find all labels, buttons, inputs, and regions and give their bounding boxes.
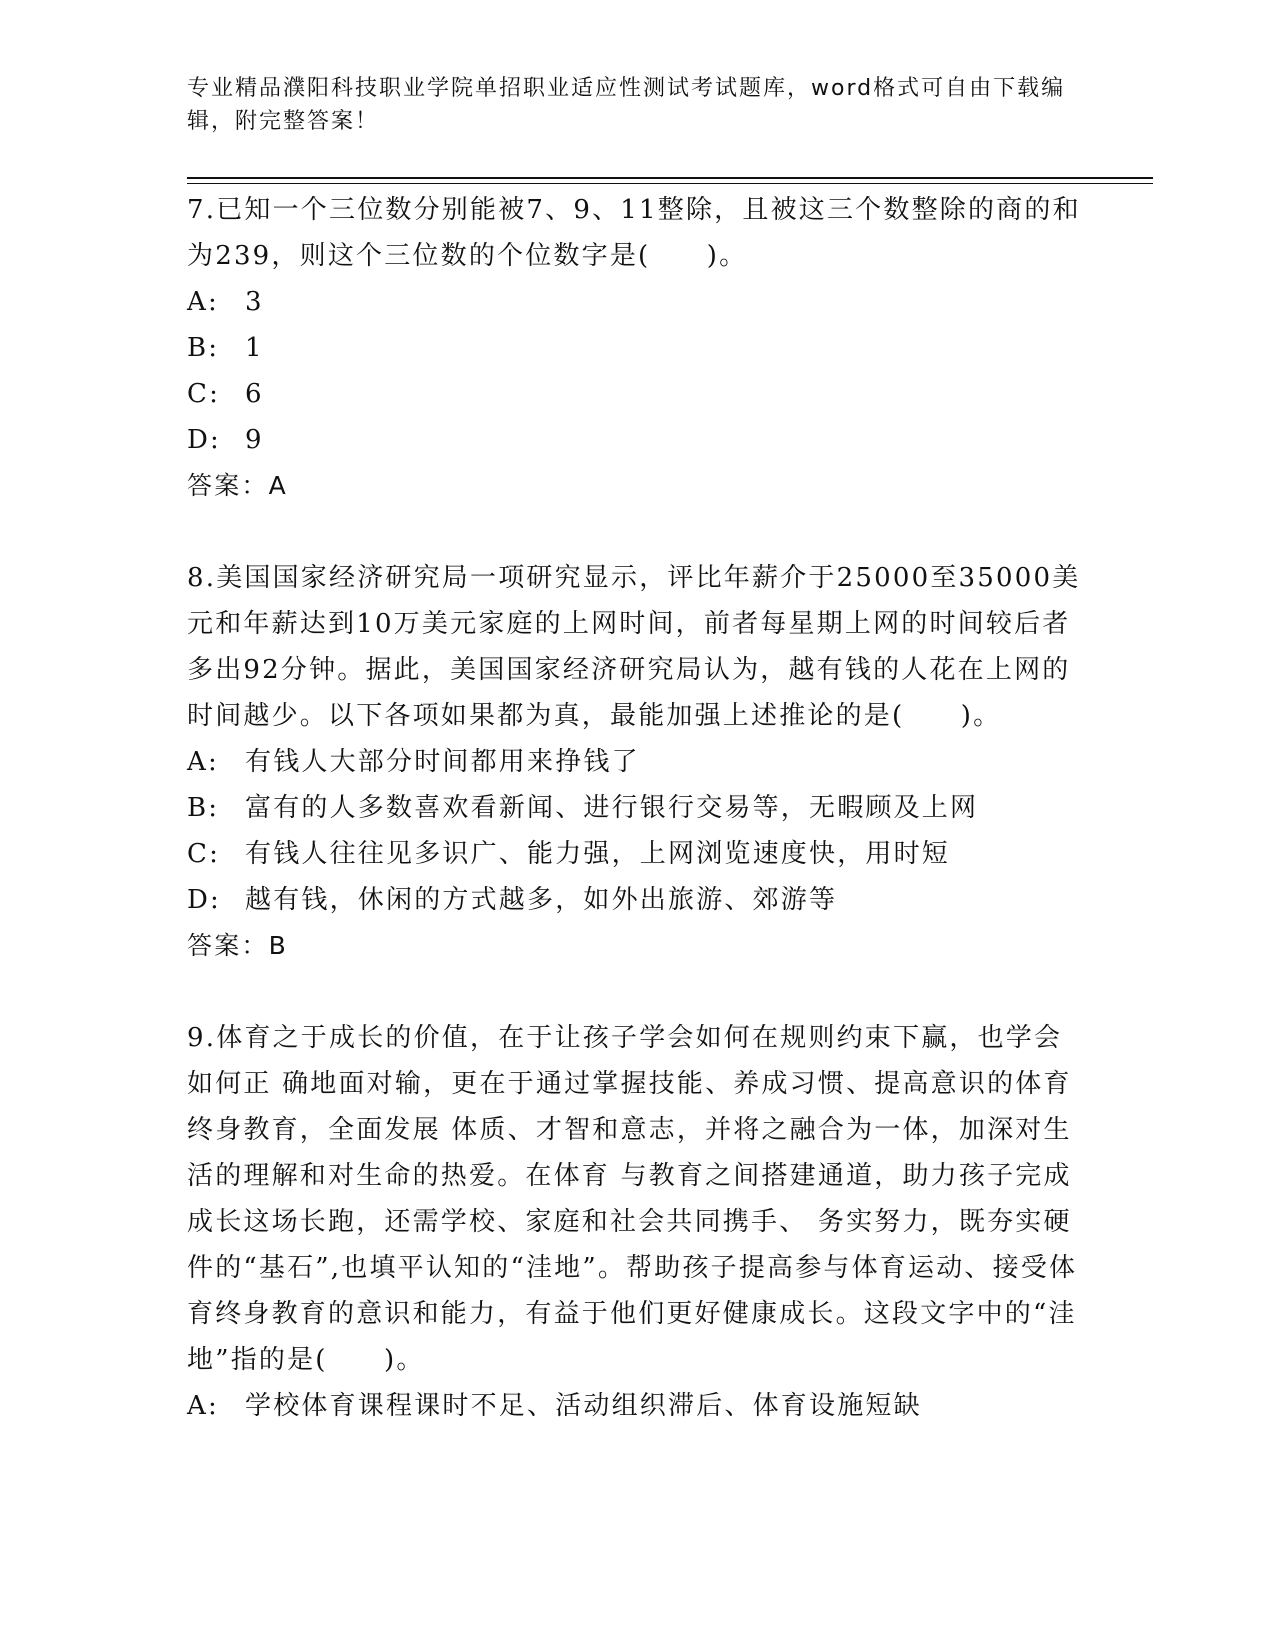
option-a — [187, 279, 1087, 325]
spacer — [187, 969, 1087, 1015]
answer: 答案：A — [187, 471, 288, 500]
document-header: 专业精品濮阳科技职业学院单招职业适应性测试考试题库，word格式可自由下载编辑，附完整答案！ — [187, 76, 1066, 134]
option-text: 富有的人多数喜欢看新闻、进行银行交易等，无暇顾及上网 — [245, 793, 979, 823]
option-letter: A: — [187, 287, 219, 317]
question-9 — [187, 1015, 1087, 1429]
option-text: 6 — [245, 379, 264, 409]
option-text: 越有钱，休闲的方式越多，如外出旅游、郊游等 — [245, 885, 838, 915]
option-a — [187, 739, 1087, 785]
question-stem: 8.美国国家经济研究局一项研究显示，评比年薪介于25000至35000美元和年薪达到10万美元家庭的上网时间，前者每星期上网的时间较后者多出92分钟。据此，美国国家经济研究局认为，越有钱的人花在上网的时间越少。以下各项如果都为真，最能加强上述推论的是( )。 — [187, 563, 1081, 731]
option-letter: C: — [187, 379, 221, 409]
spacer — [187, 509, 1087, 555]
option-letter: A: — [187, 747, 219, 777]
answer: 答案：B — [187, 931, 288, 960]
option-letter: B: — [187, 333, 220, 363]
header-rule-thick — [187, 177, 1153, 179]
option-c — [187, 831, 1087, 877]
option-letter: D: — [187, 885, 222, 915]
question-list — [187, 187, 1087, 1429]
option-letter: D: — [187, 425, 222, 455]
question-stem: 7.已知一个三位数分别能被7、9、11整除，且被这三个数整除的商的和为239，则这个三位数的个位数字是( )。 — [187, 195, 1081, 271]
question-stem: 9.体育之于成长的价值，在于让孩子学会如何在规则约束下赢，也学会如何正 确地面对输，更在于通过掌握技能、养成习惯、提高意识的体育终身教育，全面发展 体质、才智和意志，并将之融合为一体，加深对生活的理解和对生命的热爱。在体育 与教育之间搭建通道，助力孩子完成成长这场长跑，还需学校、家庭和社会共同携手、 务实努力，既夯实硬件的“基石”,也填平认知的“洼地”。帮助孩子提高参与体育运动、接受体育终身教育的意识和能力，有益于他们更好健康成长。这段文字中的“洼地”指的是( )。 — [187, 1023, 1078, 1375]
option-text: 1 — [245, 333, 264, 363]
option-letter: C: — [187, 839, 221, 869]
option-text: 3 — [245, 287, 264, 317]
question-7 — [187, 187, 1087, 509]
option-text: 有钱人大部分时间都用来挣钱了 — [245, 747, 640, 777]
option-c — [187, 371, 1087, 417]
option-b — [187, 325, 1087, 371]
header-rule-thin — [187, 183, 1153, 184]
option-d — [187, 877, 1087, 923]
option-text: 有钱人往往见多识广、能力强，上网浏览速度快，用时短 — [245, 839, 951, 869]
option-text: 学校体育课程课时不足、活动组织滞后、体育设施短缺 — [245, 1391, 922, 1421]
option-b — [187, 785, 1087, 831]
option-d — [187, 417, 1087, 463]
option-text: 9 — [245, 425, 264, 455]
option-letter: B: — [187, 793, 220, 823]
option-letter: A: — [187, 1391, 219, 1421]
question-8 — [187, 555, 1087, 969]
option-a — [187, 1383, 1087, 1429]
